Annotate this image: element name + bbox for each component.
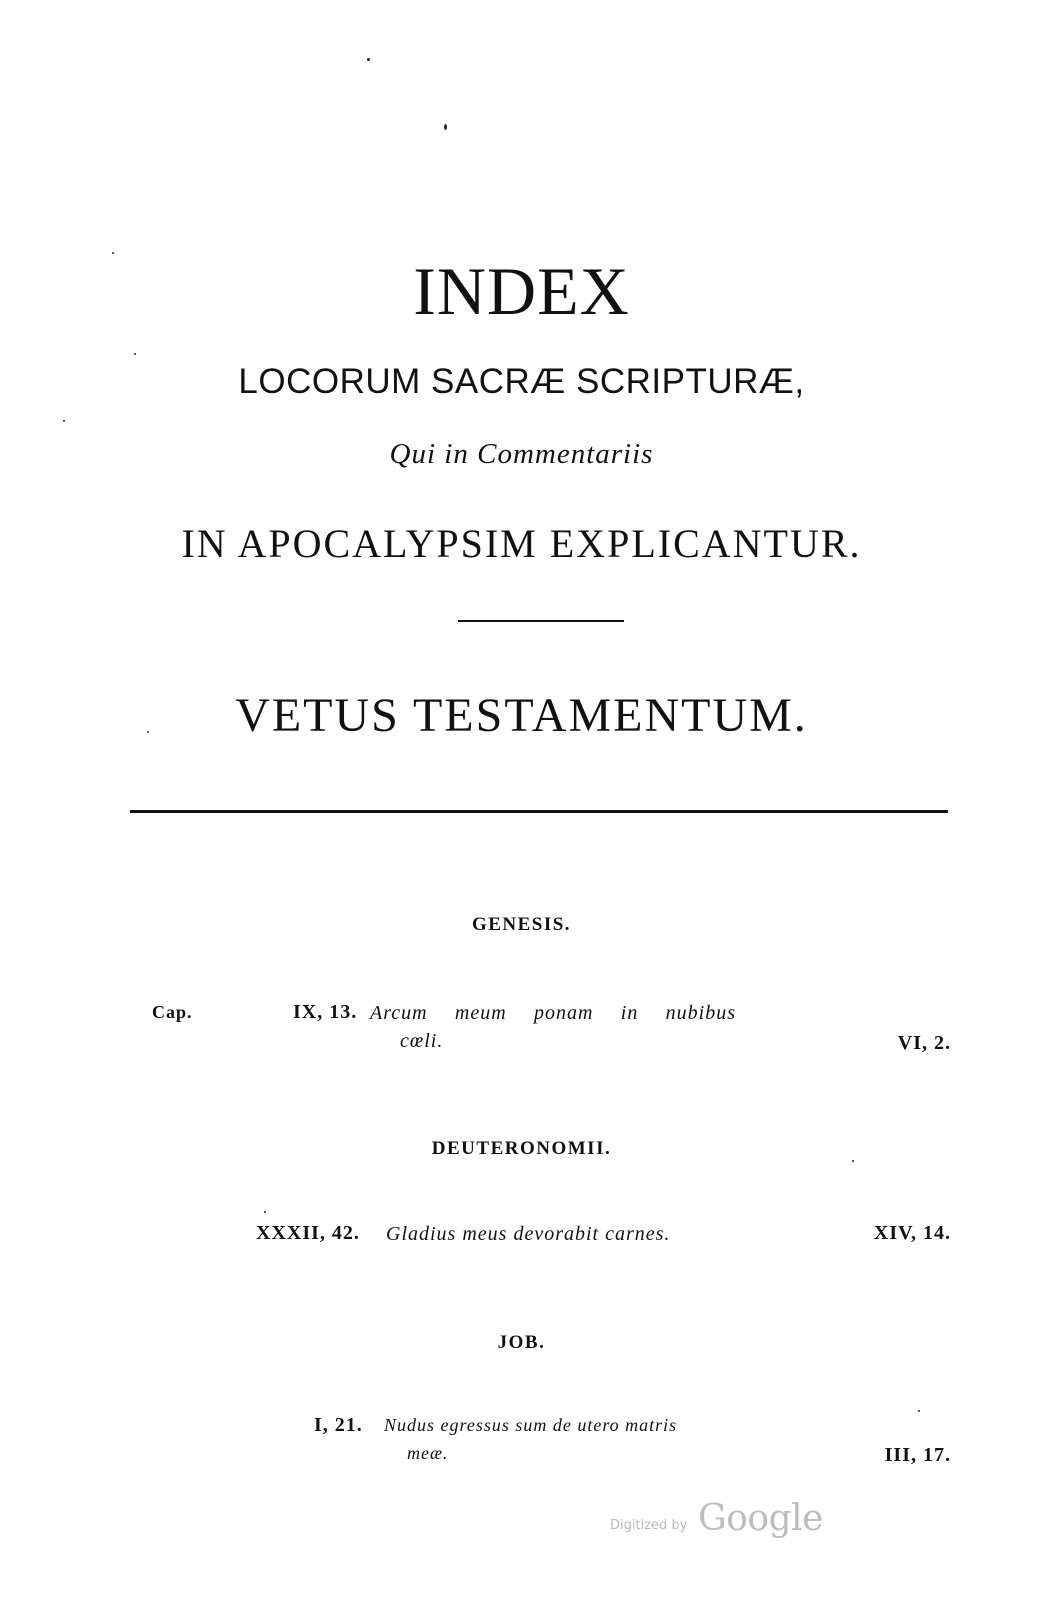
apocalypse-ref: III, 17.: [884, 1444, 951, 1466]
google-logo: Google: [698, 1498, 823, 1539]
quote-line-1: Nudus egressus sum de utero matris: [384, 1415, 678, 1435]
scan-speck: [264, 1211, 266, 1213]
scan-speck: [918, 1410, 920, 1412]
apocalypse-ref: VI, 2.: [897, 1032, 951, 1054]
scripture-ref: XXXII, 42.: [256, 1222, 360, 1244]
scan-speck: [134, 353, 136, 355]
scan-speck: [367, 58, 370, 61]
short-divider: [458, 620, 624, 622]
scan-speck: [63, 420, 65, 422]
scan-speck: [147, 731, 149, 733]
digitized-watermark: [610, 1498, 840, 1548]
digitized-by-text: Digitized by: [610, 1518, 688, 1533]
quote-line-2: cœli.: [400, 1030, 444, 1052]
book-heading-genesis: GENESIS.: [471, 914, 572, 935]
book-heading-job: JOB.: [497, 1332, 546, 1353]
book-heading-deuteronomii: DEUTERONOMII.: [431, 1138, 612, 1159]
subtitle-commentariis: Qui in Commentariis: [389, 438, 654, 470]
long-divider: [130, 810, 948, 813]
scan-speck: [112, 252, 114, 254]
quote-line-1: Arcum meum ponam in nubibus: [370, 1002, 736, 1024]
subtitle-locorum: LOCORUM SACRÆ SCRIPTURÆ,: [238, 362, 805, 401]
subtitle-apocalypsim: IN APOCALYPSIM EXPLICANTUR.: [181, 521, 862, 566]
section-title: VETUS TESTAMENTUM.: [235, 689, 808, 742]
quote-line-1: Gladius meus devorabit carnes.: [386, 1223, 671, 1245]
page-title: INDEX: [413, 253, 630, 329]
scan-speck: [444, 124, 447, 130]
scripture-ref: I, 21.: [314, 1414, 363, 1436]
quote-line-2: meæ.: [407, 1443, 449, 1463]
apocalypse-ref: XIV, 14.: [873, 1222, 951, 1244]
scripture-ref: IX, 13.: [293, 1001, 358, 1023]
cap-label: Cap.: [152, 1002, 193, 1022]
scan-speck: [852, 1160, 854, 1162]
